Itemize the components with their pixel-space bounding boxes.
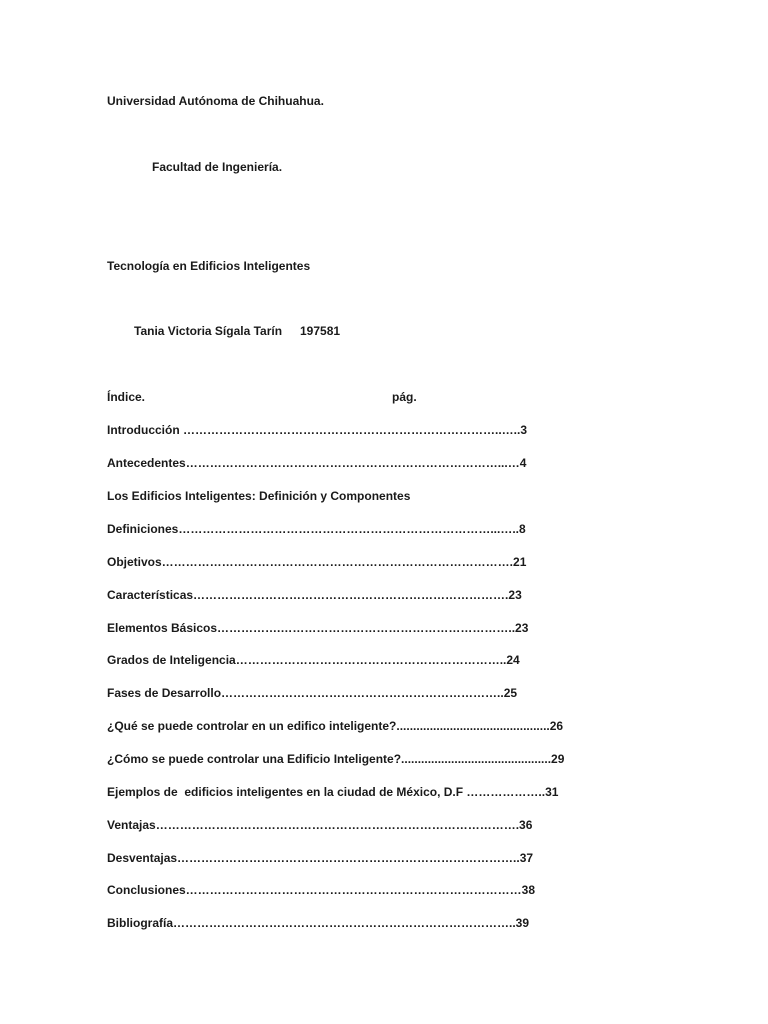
toc-item-grados-inteligencia: Grados de Inteligencia…………………………………………………………..24 <box>107 653 520 667</box>
toc-item-antecedentes: Antecedentes……………………………………………………………………...…4 <box>107 456 527 470</box>
toc-heading: Índice. <box>107 390 146 404</box>
toc-item-ejemplos: Ejemplos de edificios inteligentes en la ciudad de México, D.F ………………..31 <box>107 785 559 799</box>
toc-item-bibliografia: Bibliografía…………………………………………………………………………..39 <box>107 916 530 930</box>
toc-item-que-controlar: ¿Qué se puede controlar en un edifico inteligente?..............................................26 <box>107 719 564 733</box>
student-id: 197581 <box>300 324 341 338</box>
toc-item-edificios-definicion: Los Edificios Inteligentes: Definición y Componentes <box>107 489 411 503</box>
toc-item-desventajas: Desventajas…………………………………………………………………………..37 <box>107 851 534 865</box>
toc-item-como-controlar: ¿Cómo se puede controlar una Edificio Inteligente?.............................................29 <box>107 752 565 766</box>
university-name: Universidad Autónoma de Chihuahua. <box>107 94 324 108</box>
toc-item-caracteristicas: Características…………………………………………………………………….23 <box>107 588 522 602</box>
toc-item-definiciones: Definiciones……………………………………………………………………...…..8 <box>107 522 526 536</box>
toc-page-label: pág. <box>392 390 417 404</box>
document-title: Tecnología en Edificios Inteligentes <box>107 259 311 273</box>
faculty-name: Facultad de Ingeniería. <box>152 160 283 174</box>
toc-item-elementos-basicos: Elementos Básicos…………….…………………………………………………..23 <box>107 621 529 635</box>
author-name: Tania Victoria Sígala Tarín <box>134 324 283 338</box>
toc-item-fases-desarrollo: Fases de Desarrollo……………………………………………………………..25 <box>107 686 518 700</box>
toc-item-ventajas: Ventajas……………………………………………………………………………….36 <box>107 818 533 832</box>
toc-item-introduccion: Introducción ……………………………………………………………………..…..3 <box>107 423 528 437</box>
toc-item-objetivos: Objetivos…………………………………………………………………………….21 <box>107 555 527 569</box>
toc-item-conclusiones: Conclusiones…………………………………………………………………………38 <box>107 883 536 897</box>
